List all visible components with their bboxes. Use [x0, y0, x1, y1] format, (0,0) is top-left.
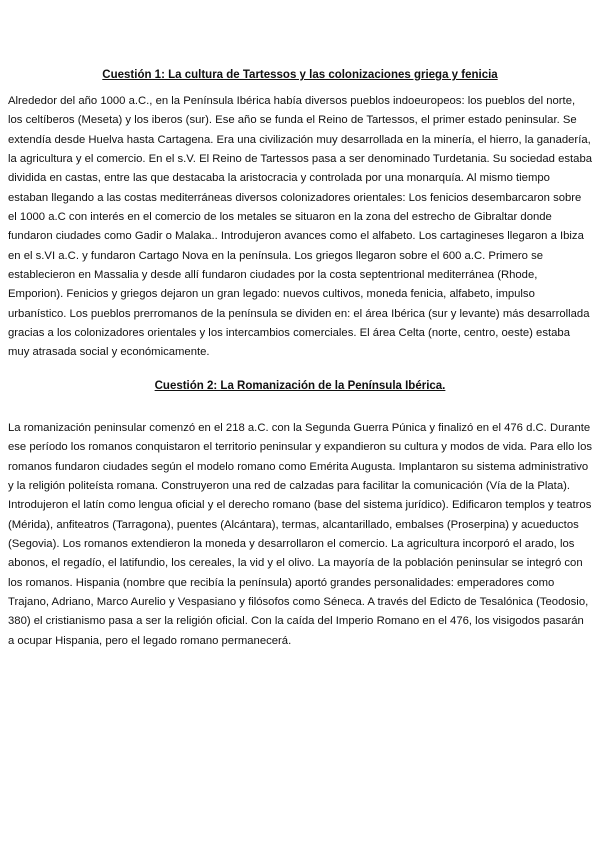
section-2-title: Cuestión 2: La Romanización de la Península Ibérica.	[154, 379, 446, 392]
section-1-title: Cuestión 1: La cultura de Tartessos y las colonizaciones griega y fenicia	[102, 69, 498, 81]
section-1-body: Alrededor del año 1000 a.C., en la Península Ibérica había diversos pueblos indoeuropeos: los pueblos del norte, los celtíberos (Meseta) y los iberos (sur). Ese año se funda el Reino de Tartessos, el primer estado peninsular. Se extendía desde Huelva hasta Cartagena. Era una civilización muy desarrollada en la minería, el hierro, la ganadería, la agricultura y el comercio. En el s.V. El Reino de Tartessos pasa a ser denominado Turdetania. Su sociedad estaba dividida en castas, entre las que destacaba la aristocracia y controlada por una monarquía. Al mismo tiempo estaban llegando a las costas mediterráneas diversos colonizadores orientales: Los fenicios desembarcaron sobre el 1000 a.C con interés en el comercio de los metales se situaron en la zona del estrecho de Gibraltar donde fundaron ciudades como Gadir o Malaka.. Introdujeron avances como el alfabeto. Los cartagineses llegaron a Ibiza en el s.VI a.C. y fundaron Cartago Nova en la península. Los griegos llegaron sobre el 600 a.C. Primero se establecieron en Massalia y desde allí fundaron ciudades por la costa septentrional mediterránea (Rhode, Emporion). Fenicios y griegos dejaron un gran legado: nuevos cultivos, moneda fenicia, alfabeto, impulso urbanístico. Los pueblos prerromanos de la península se dividen en: el área Ibérica (sur y levante) más desarrollada gracias a los colonizadores orientales y los intercambios comerciales. El área Celta (norte, centro, oeste) estaba muy atrasada social y económicamente.	[8, 95, 593, 359]
section-2-body: La romanización peninsular comenzó en el 218 a.C. con la Segunda Guerra Púnica y finalizó en el 476 d.C. Durante ese período los romanos conquistaron el territorio peninsular y expandieron su cultura y modos de vida. Para ello los romanos fundaron ciudades según el modelo romano como Emérita Augusta. Implantaron su sistema administrativo y la religión politeísta romana. Construyeron una red de calzadas para facilitar la comunicación (Vía de la Plata). Introdujeron el latín como lengua oficial y el derecho romano (base del sistema jurídico). Edificaron templos y teatros (Mérida), anfiteatros (Tarragona), puentes (Alcántara), termas, alcantarillado, embalses (Proserpina) y acueductos (Segovia). Los romanos extendieron la moneda y desarrollaron el comercio. La agricultura incorporó el arado, los abonos, el regadío, el latifundio, los cereales, la vid y el olivo. La mayoría de la población peninsular se integró con los romanos. Hispania (nombre que recibía la península) aportó grandes personalidades: emperadores como Trajano, Adriano, Marco Aurelio y Vespasiano y filósofos como Séneca. A través del Edicto de Tesalónica (Teodosio, 380) el cristianismo pasa a ser la religión oficial. Con la caída del Imperio Romano en el 476, los visigodos pasarán a ocupar Hispania, pero el legado romano permanecerá.	[8, 421, 592, 647]
